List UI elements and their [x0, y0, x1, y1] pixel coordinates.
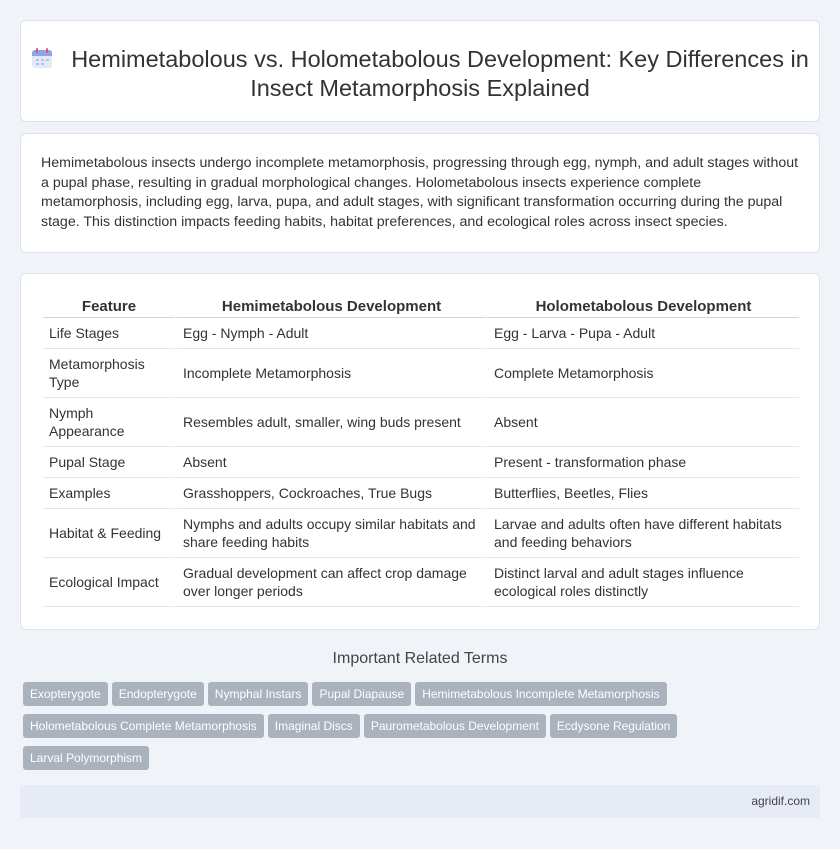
table-row [43, 318, 799, 349]
feature-cell: Habitat & Feeding [43, 509, 175, 558]
feature-cell: Nymph Appearance [43, 398, 175, 447]
hemimetabolous-cell: Incomplete Metamorphosis [175, 349, 486, 398]
related-terms-heading: Important Related Terms [332, 650, 508, 667]
hemimetabolous-cell: Resembles adult, smaller, wing buds present [175, 398, 486, 447]
hemimetabolous-cell: Nymphs and adults occupy similar habitats and share feeding habits [175, 509, 486, 558]
header-hemimetabolous: Hemimetabolous Development [175, 296, 486, 318]
hemimetabolous-cell: Grasshoppers, Cockroaches, True Bugs [175, 478, 486, 509]
feature-cell: Pupal Stage [43, 447, 175, 478]
hemimetabolous-cell: Egg - Nymph - Adult [175, 318, 486, 349]
footer-site-link[interactable]: agridif.com [751, 794, 810, 808]
footer [20, 785, 820, 818]
comparison-table [43, 296, 799, 607]
calendar-icon [31, 47, 53, 69]
holometabolous-cell: Butterflies, Beetles, Flies [486, 478, 799, 509]
comparison-card [20, 273, 820, 630]
holometabolous-cell: Larvae and adults often have different habitats and feeding behaviors [486, 509, 799, 558]
header-holometabolous: Holometabolous Development [486, 296, 799, 318]
related-term-tag[interactable]: Imaginal Discs [268, 714, 360, 738]
title-card [20, 20, 820, 122]
holometabolous-cell: Present - transformation phase [486, 447, 799, 478]
related-term-tag[interactable]: Ecdysone Regulation [550, 714, 677, 738]
table-row [43, 478, 799, 509]
page-title [21, 45, 819, 103]
related-term-tag[interactable]: Pupal Diapause [312, 682, 411, 706]
table-row [43, 447, 799, 478]
table-row [43, 509, 799, 558]
table-header-row [43, 296, 799, 318]
title-text: Hemimetabolous vs. Holometabolous Development: Key Differences in Insect Metamorphosis Explained [71, 46, 809, 101]
related-term-tag[interactable]: Nymphal Instars [208, 682, 309, 706]
table-row [43, 398, 799, 447]
holometabolous-cell: Absent [486, 398, 799, 447]
feature-cell: Ecological Impact [43, 558, 175, 607]
table-row [43, 349, 799, 398]
related-term-tag[interactable]: Hemimetabolous Incomplete Metamorphosis [415, 682, 666, 706]
related-terms-list [23, 682, 723, 778]
intro-paragraph: Hemimetabolous insects undergo incomplete metamorphosis, progressing through egg, nymph, and adult stages without a pupal phase, resulting in gradual morphological changes. Holometabolous insects experience complete metamorphosis, including egg, larva, pupa, and adult stages, with significant transformation occurring during the pupal stage. This distinction impacts feeding habits, habitat preferences, and ecological roles across insect species. [41, 155, 799, 230]
related-term-tag[interactable]: Exopterygote [23, 682, 108, 706]
table-row [43, 558, 799, 607]
holometabolous-cell: Distinct larval and adult stages influence ecological roles distinctly [486, 558, 799, 607]
hemimetabolous-cell: Gradual development can affect crop damage over longer periods [175, 558, 486, 607]
related-term-tag[interactable]: Paurometabolous Development [364, 714, 546, 738]
holometabolous-cell: Egg - Larva - Pupa - Adult [486, 318, 799, 349]
feature-cell: Examples [43, 478, 175, 509]
related-term-tag[interactable]: Endopterygote [112, 682, 204, 706]
header-feature: Feature [43, 296, 175, 318]
related-term-tag[interactable]: Holometabolous Complete Metamorphosis [23, 714, 264, 738]
intro-card [20, 133, 820, 253]
related-term-tag[interactable]: Larval Polymorphism [23, 746, 149, 770]
feature-cell: Life Stages [43, 318, 175, 349]
feature-cell: Metamorphosis Type [43, 349, 175, 398]
hemimetabolous-cell: Absent [175, 447, 486, 478]
holometabolous-cell: Complete Metamorphosis [486, 349, 799, 398]
